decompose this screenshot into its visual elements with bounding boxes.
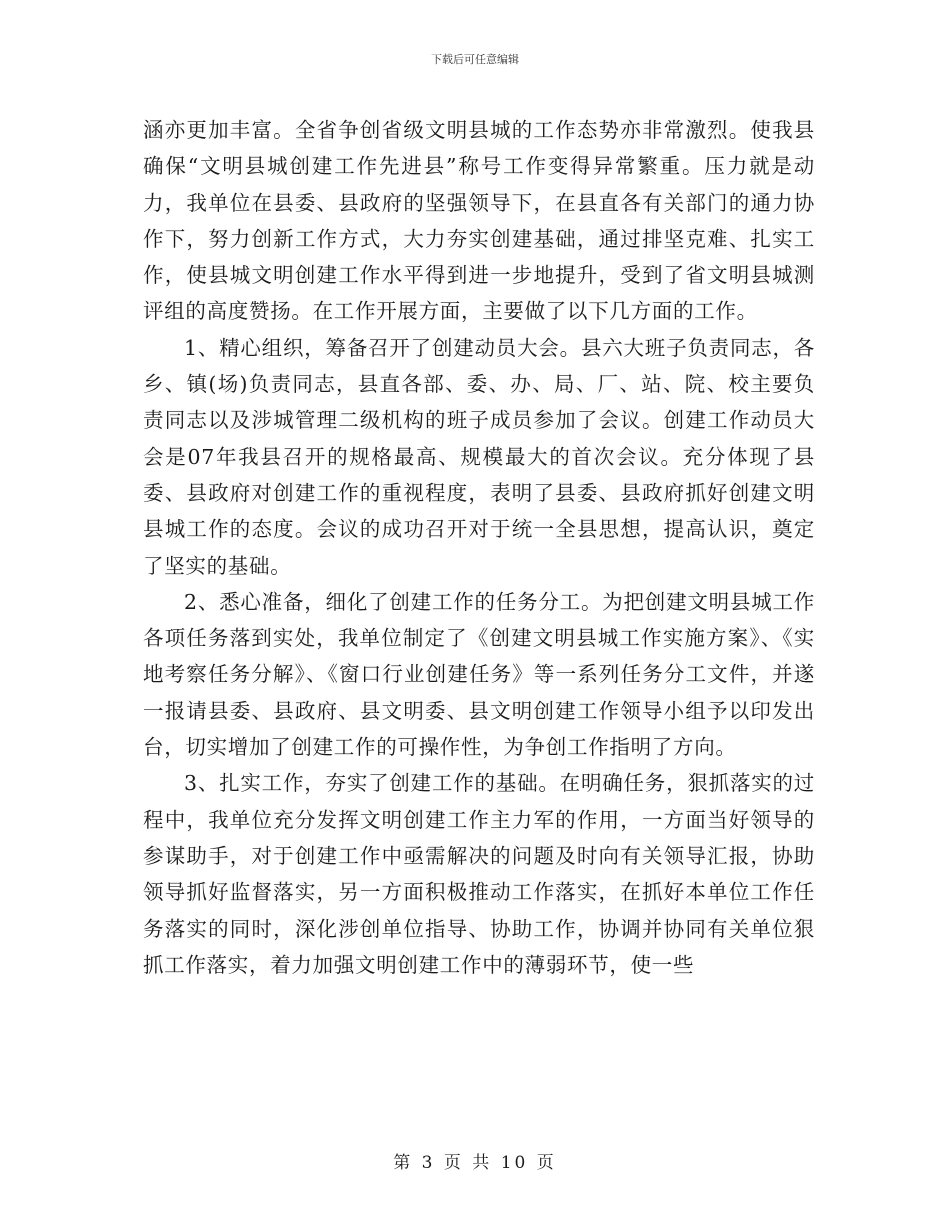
body-paragraph-item-1: 1、精心组织，筹备召开了创建动员大会。县六大班子负责同志，各乡、镇(场)负责同志，县直各部、委、办、局、厂、站、院、校主要负责同志以及涉城管理二级机构的班子成员参加了会议。创建工作动员大会是07年我县召开的规格最高、规模最大的首次会议。充分体现了县委、县政府对创建工作的重视程度，表明了县委、县政府抓好创建文明县城工作的态度。会议的成功召开对于统一全县思想，提高认识，奠定了坚实的基础。 xyxy=(143,335,815,578)
page-header-note: 下载后可任意编辑 xyxy=(431,53,519,66)
body-paragraph-item-3: 3、扎实工作，夯实了创建工作的基础。在明确任务，狠抓落实的过程中，我单位充分发挥文明创建工作主力军的作用，一方面当好领导的参谋助手，对于创建工作中亟需解决的问题及时向有关领导汇报，协助领导抓好监督落实，另一方面积极推动工作落实，在抓好本单位工作任务落实的同时，深化涉创单位指导、协助工作，协调并协同有关单位狠抓工作落实，着力加强文明创建工作中的薄弱环节，使一些 xyxy=(143,771,815,977)
document-body xyxy=(143,112,815,983)
body-paragraph-continuation: 涵亦更加丰富。全省争创省级文明县城的工作态势亦非常激烈。使我县确保“文明县城创建工作先进县”称号工作变得异常繁重。压力就是动力，我单位在县委、县政府的坚强领导下，在县直各有关部门的通力协作下，努力创新工作方式，大力夯实创建基础，通过排坚克难、扎实工作，使县城文明创建工作水平得到进一步地提升，受到了省文明县城测评组的高度赞扬。在工作开展方面，主要做了以下几方面的工作。 xyxy=(143,118,815,324)
page-number-footer: 第 3 页 共 10 页 xyxy=(393,1153,557,1173)
body-paragraph-item-2: 2、悉心准备，细化了创建工作的任务分工。为把创建文明县城工作各项任务落到实处，我单位制定了《创建文明县城工作实施方案》、《实地考察任务分解》、《窗口行业创建任务》等一系列任务分工文件，并遂一报请县委、县政府、县文明委、县文明创建工作领导小组予以印发出台，切实增加了创建工作的可操作性，为争创工作指明了方向。 xyxy=(143,589,815,760)
